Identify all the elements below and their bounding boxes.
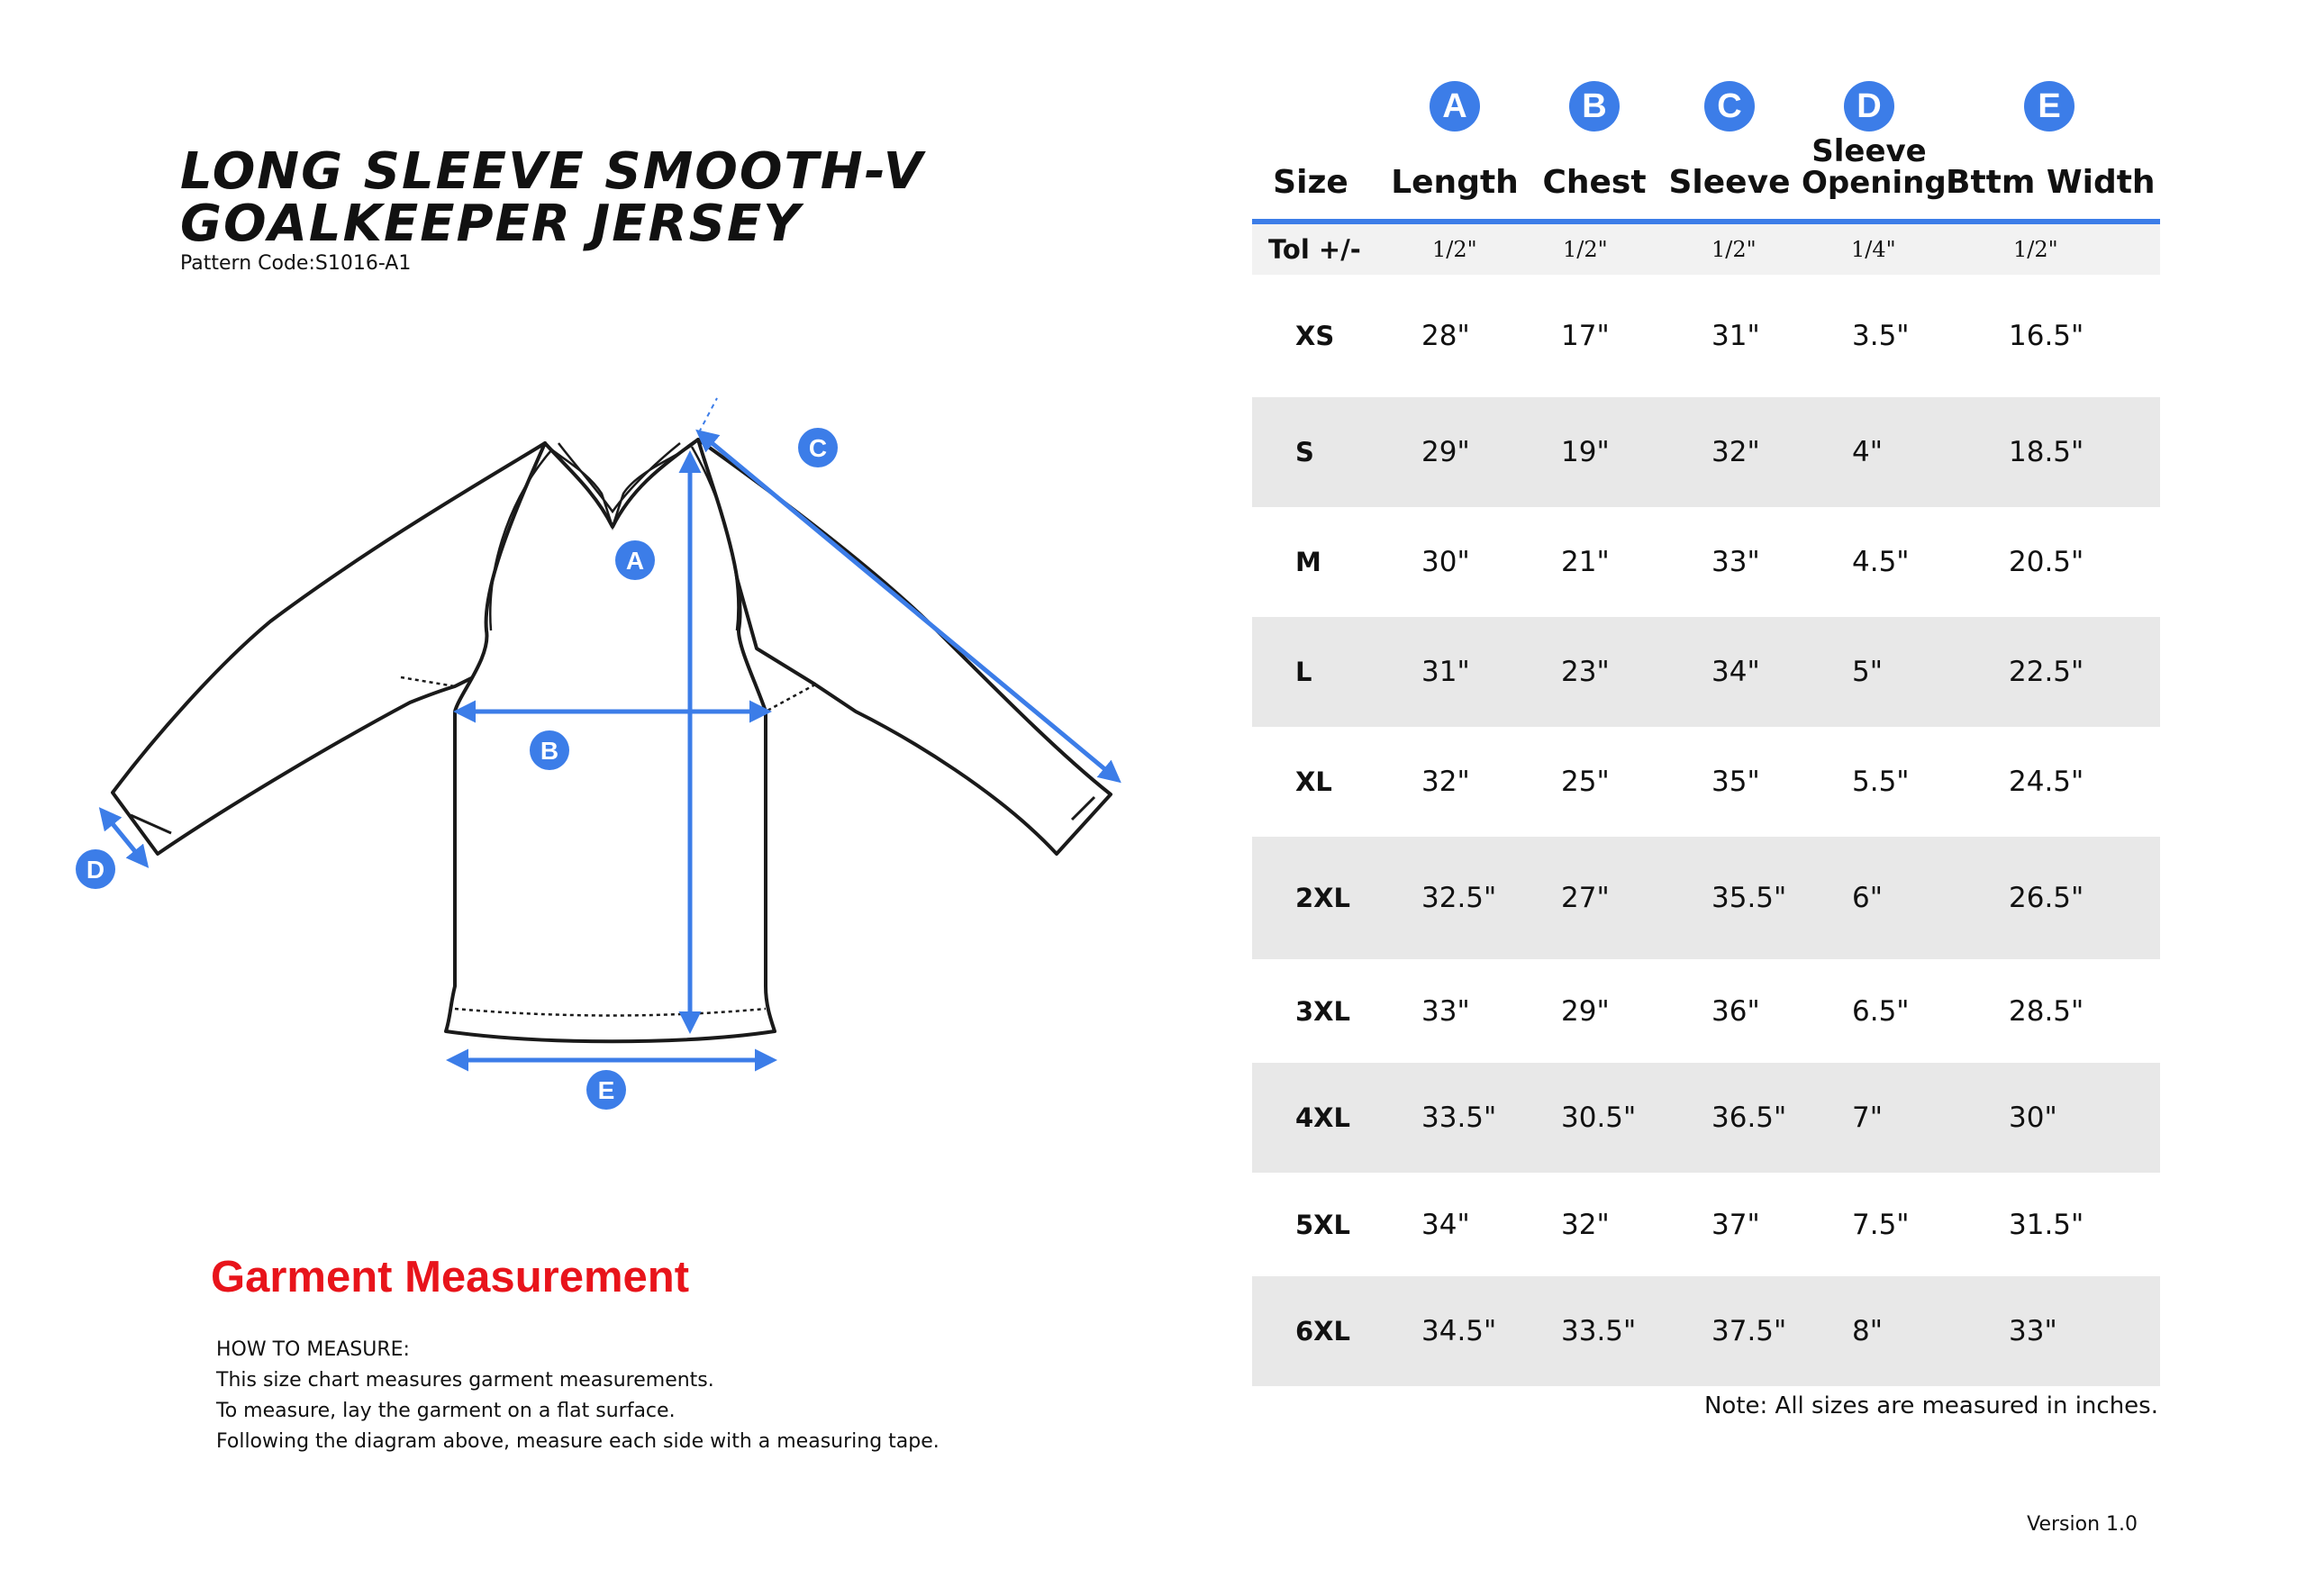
measurement-cell: 4" xyxy=(1852,436,1883,468)
svg-text:A: A xyxy=(625,547,645,575)
measurement-cell: 6.5" xyxy=(1852,994,1910,1028)
measurement-cell: 30" xyxy=(2009,1102,2057,1134)
measurement-cell: 32.5" xyxy=(1421,882,1497,914)
table-row xyxy=(1252,507,2160,617)
measurement-cell: 32" xyxy=(1421,766,1470,798)
measurement-cell: 27" xyxy=(1561,882,1610,914)
table-row xyxy=(1252,1173,2160,1276)
size-cell: M xyxy=(1295,547,1321,577)
measurement-cell: 20.5" xyxy=(2009,546,2084,578)
tolerance-row xyxy=(1252,224,2160,275)
measurement-cell: 16.5" xyxy=(2009,320,2084,352)
badge-e xyxy=(586,1070,626,1110)
measurement-cell: 19" xyxy=(1561,436,1610,468)
how-to-measure-line: Following the diagram above, measure each side with a measuring tape. xyxy=(216,1430,940,1453)
size-cell: 6XL xyxy=(1295,1316,1351,1347)
garment-measurement-title: Garment Measurement xyxy=(211,1253,690,1301)
measurement-cell: 33" xyxy=(1421,994,1470,1028)
measurement-cell: 29" xyxy=(1561,994,1610,1028)
tolerance-label: Tol +/- xyxy=(1268,234,1361,265)
tolerance-value: 1/2" xyxy=(1711,237,1757,262)
table-header xyxy=(1252,70,2160,219)
how-to-measure-line: This size chart measures garment measurements. xyxy=(216,1369,714,1392)
table-body xyxy=(1252,275,2160,1386)
badge-d xyxy=(76,849,115,889)
measurement-cell: 4.5" xyxy=(1852,546,1910,578)
column-header-bttm-width: E Bttm Width xyxy=(1946,70,2153,219)
measurement-cell: 31" xyxy=(1421,656,1470,688)
table-row xyxy=(1252,1276,2160,1386)
measurement-cell: 5" xyxy=(1852,656,1883,688)
column-header-sleeve-opening: D Sleeve Opening xyxy=(1802,70,1937,219)
measurement-cell: 17" xyxy=(1561,320,1610,352)
measurement-cell: 34.5" xyxy=(1421,1315,1497,1347)
page-title-line-1: LONG SLEEVE SMOOTH-V xyxy=(180,142,925,201)
measurement-cell: 35" xyxy=(1711,766,1760,798)
measurement-cell: 33.5" xyxy=(1561,1315,1637,1347)
column-header-length: A Length xyxy=(1387,70,1522,219)
size-cell: L xyxy=(1295,657,1312,687)
size-cell: 4XL xyxy=(1295,1102,1351,1133)
table-row xyxy=(1252,275,2160,397)
page-title-line-2: GOALKEEPER JERSEY xyxy=(180,195,802,253)
how-to-measure-line: To measure, lay the garment on a flat surface. xyxy=(216,1400,676,1422)
badge-c xyxy=(798,428,838,467)
measurement-cell: 32" xyxy=(1711,436,1760,468)
measurement-cell: 31.5" xyxy=(2009,1208,2084,1241)
measurement-cell: 31" xyxy=(1711,320,1760,352)
measurement-cell: 37.5" xyxy=(1711,1315,1787,1347)
measurement-cell: 25" xyxy=(1561,766,1610,798)
measurement-cell: 6" xyxy=(1852,882,1883,914)
measurement-cell: 18.5" xyxy=(2009,436,2084,468)
tolerance-value: 1/2" xyxy=(1563,237,1608,262)
table-row xyxy=(1252,397,2160,507)
tolerance-value: 1/2" xyxy=(1432,237,1477,262)
title-block xyxy=(180,142,925,275)
column-header-chest: B Chest xyxy=(1531,70,1657,219)
measurement-cell: 33" xyxy=(1711,546,1760,578)
jersey-outline xyxy=(113,440,1111,1041)
measurement-cell: 26.5" xyxy=(2009,882,2084,914)
column-header-sleeve: C Sleeve xyxy=(1666,70,1793,219)
badge-a-icon: A xyxy=(1430,81,1480,131)
size-cell: 5XL xyxy=(1295,1209,1351,1240)
measurement-cell: 34" xyxy=(1421,1208,1470,1241)
pattern-code: Pattern Code:S1016-A1 xyxy=(180,252,412,275)
measurement-cell: 5.5" xyxy=(1852,766,1910,798)
size-cell: S xyxy=(1295,437,1314,467)
badge-b xyxy=(530,730,569,770)
svg-text:D: D xyxy=(86,856,105,884)
how-to-measure xyxy=(216,1335,940,1457)
measurement-cell: 21" xyxy=(1561,546,1610,578)
jersey-diagram xyxy=(63,378,1144,1153)
measurement-cell: 7.5" xyxy=(1852,1208,1910,1241)
table-row xyxy=(1252,1063,2160,1173)
measurement-cell: 23" xyxy=(1561,656,1610,688)
measurement-cell: 28.5" xyxy=(2009,994,2084,1028)
size-cell: 3XL xyxy=(1295,995,1351,1027)
measurement-cell: 37" xyxy=(1711,1208,1760,1241)
svg-text:E: E xyxy=(597,1076,615,1104)
table-row xyxy=(1252,837,2160,959)
measurement-cell: 30.5" xyxy=(1561,1102,1637,1134)
badge-a xyxy=(615,540,655,580)
size-cell: 2XL xyxy=(1295,883,1351,913)
how-to-measure-line: HOW TO MEASURE: xyxy=(216,1338,410,1361)
measurement-cell: 33" xyxy=(2009,1315,2057,1347)
table-row xyxy=(1252,959,2160,1063)
badge-b-icon: B xyxy=(1569,81,1620,131)
measurement-cell: 28" xyxy=(1421,320,1470,352)
table-row xyxy=(1252,727,2160,837)
measurement-cell: 22.5" xyxy=(2009,656,2084,688)
table-row xyxy=(1252,617,2160,727)
version-label: Version 1.0 xyxy=(2027,1513,2138,1536)
size-cell: XS xyxy=(1295,321,1335,351)
badge-c-icon: C xyxy=(1704,81,1755,131)
svg-text:C: C xyxy=(808,434,828,462)
column-header-size: Size xyxy=(1273,164,1348,201)
size-chart-table xyxy=(1252,70,2160,1386)
size-cell: XL xyxy=(1295,766,1332,797)
measurement-cell: 8" xyxy=(1852,1315,1883,1347)
measurement-cell: 33.5" xyxy=(1421,1102,1497,1134)
measurement-cell: 24.5" xyxy=(2009,766,2084,798)
tolerance-value: 1/2" xyxy=(2013,237,2058,262)
badge-e-icon: E xyxy=(2024,81,2074,131)
note: Note: All sizes are measured in inches. xyxy=(1703,1392,2158,1419)
measurement-cell: 7" xyxy=(1852,1102,1883,1134)
badge-d-icon: D xyxy=(1844,81,1894,131)
measurement-cell: 32" xyxy=(1561,1208,1610,1241)
svg-text:B: B xyxy=(540,737,559,765)
measurement-cell: 29" xyxy=(1421,436,1470,468)
tolerance-value: 1/4" xyxy=(1851,237,1896,262)
measurement-cell: 30" xyxy=(1421,546,1470,578)
measurement-cell: 36.5" xyxy=(1711,1102,1787,1134)
measurement-cell: 36" xyxy=(1711,994,1760,1028)
measurement-cell: 35.5" xyxy=(1711,882,1787,914)
measurement-cell: 34" xyxy=(1711,656,1760,688)
measurement-cell: 3.5" xyxy=(1852,320,1910,352)
